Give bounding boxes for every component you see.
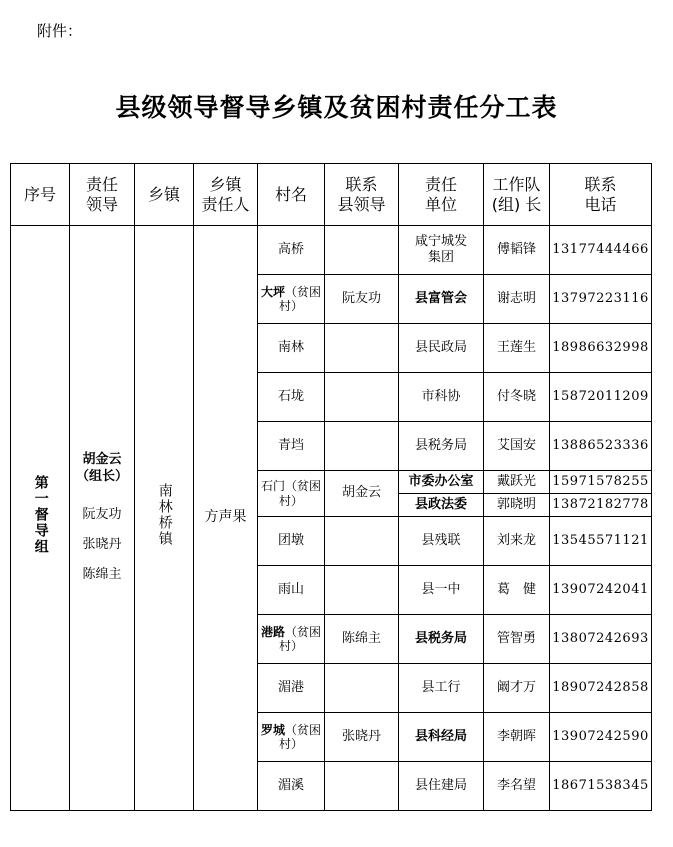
- village-cell: 罗城（贫困村）: [258, 713, 325, 762]
- village-cell: 青垱: [258, 422, 325, 471]
- town-name: 南林桥镇: [156, 483, 173, 548]
- contact-cell: 胡金云: [325, 471, 399, 517]
- phone-cell: 13907242590: [550, 713, 652, 762]
- contact-cell: [325, 373, 399, 422]
- village-cell: 大坪（贫困村）: [258, 275, 325, 324]
- contact-cell: [325, 422, 399, 471]
- phone-cell: 13797223116: [550, 275, 652, 324]
- header-leaders: 责任 领导: [70, 164, 135, 226]
- contact-cell: [325, 664, 399, 713]
- phone-cell: 13872182778: [550, 494, 652, 517]
- village-cell: 湄港: [258, 664, 325, 713]
- village-cell: 石门（贫困村）: [258, 471, 325, 517]
- header-phone: 联系 电话: [550, 164, 652, 226]
- group-name-cell: [11, 226, 70, 811]
- header-town-head: 乡镇 责任人: [194, 164, 258, 226]
- village-cell: 湄溪: [258, 762, 325, 811]
- captain-cell: 管智勇: [484, 615, 550, 664]
- unit-cell: 县政法委: [399, 494, 484, 517]
- group-leader-main: 胡金云 （组长）: [75, 452, 128, 484]
- contact-cell: 阮友功: [325, 275, 399, 324]
- group-leader: 陈绵主: [82, 567, 122, 583]
- unit-cell: 市科协: [399, 373, 484, 422]
- captain-cell: 戴跃光: [484, 471, 550, 494]
- contact-cell: [325, 324, 399, 373]
- header-seq: 序号: [11, 164, 70, 226]
- unit-cell: 县民政局: [399, 324, 484, 373]
- captain-cell: 王莲生: [484, 324, 550, 373]
- contact-cell: 张晓丹: [325, 713, 399, 762]
- phone-cell: 13886523336: [550, 422, 652, 471]
- village-cell: 高桥: [258, 226, 325, 275]
- phone-cell: 15872011209: [550, 373, 652, 422]
- village-cell: 石垅: [258, 373, 325, 422]
- village-cell: 雨山: [258, 566, 325, 615]
- captain-cell: 李朝晖: [484, 713, 550, 762]
- phone-cell: 13907242041: [550, 566, 652, 615]
- header-team: 工作队 (组) 长: [484, 164, 550, 226]
- header-village: 村名: [258, 164, 325, 226]
- phone-cell: 18986632998: [550, 324, 652, 373]
- unit-cell: 县富管会: [399, 275, 484, 324]
- phone-cell: 13177444466: [550, 226, 652, 275]
- phone-cell: 13545571121: [550, 517, 652, 566]
- town-head-name: 方声果: [204, 509, 247, 526]
- village-cell: 团墩: [258, 517, 325, 566]
- captain-cell: 刘来龙: [484, 517, 550, 566]
- document-title: 县级领导督导乡镇及贫困村责任分工表: [115, 93, 558, 122]
- unit-cell: 咸宁城发集团: [399, 226, 484, 275]
- captain-cell: 谢志明: [484, 275, 550, 324]
- contact-cell: [325, 226, 399, 275]
- unit-cell: 县住建局: [399, 762, 484, 811]
- contact-cell: 陈绵主: [325, 615, 399, 664]
- village-cell: 港路（贫困村）: [258, 615, 325, 664]
- contact-cell: [325, 566, 399, 615]
- unit-cell: 县一中: [399, 566, 484, 615]
- captain-cell: 艾国安: [484, 422, 550, 471]
- header-contact: 联系 县领导: [325, 164, 399, 226]
- captain-cell: 葛 健: [484, 566, 550, 615]
- captain-cell: 李名望: [484, 762, 550, 811]
- responsibility-table: [10, 163, 652, 811]
- header-unit: 责任 单位: [399, 164, 484, 226]
- group-leader: 阮友功: [82, 506, 122, 522]
- contact-cell: [325, 517, 399, 566]
- group-leader: 张晓丹: [82, 537, 122, 553]
- unit-cell: 市委办公室: [399, 471, 484, 494]
- group-leaders-cell: [70, 226, 135, 811]
- header-town: 乡镇: [135, 164, 194, 226]
- unit-cell: 县税务局: [399, 615, 484, 664]
- table-row: [11, 226, 652, 275]
- unit-cell: 县工行: [399, 664, 484, 713]
- phone-cell: 18671538345: [550, 762, 652, 811]
- phone-cell: 15971578255: [550, 471, 652, 494]
- contact-cell: [325, 762, 399, 811]
- captain-cell: 付冬晓: [484, 373, 550, 422]
- captain-cell: 傅韬锋: [484, 226, 550, 275]
- village-cell: 南林: [258, 324, 325, 373]
- unit-cell: 县残联: [399, 517, 484, 566]
- town-cell: [135, 226, 194, 811]
- captain-cell: 阚才万: [484, 664, 550, 713]
- group-name: 第一督导组: [32, 475, 49, 556]
- attachment-label: 附件：: [37, 22, 83, 40]
- phone-cell: 13807242693: [550, 615, 652, 664]
- unit-cell: 县税务局: [399, 422, 484, 471]
- phone-cell: 18907242858: [550, 664, 652, 713]
- unit-cell: 县科经局: [399, 713, 484, 762]
- captain-cell: 郭晓明: [484, 494, 550, 517]
- header-row: [11, 164, 652, 226]
- town-head-cell: [194, 226, 258, 811]
